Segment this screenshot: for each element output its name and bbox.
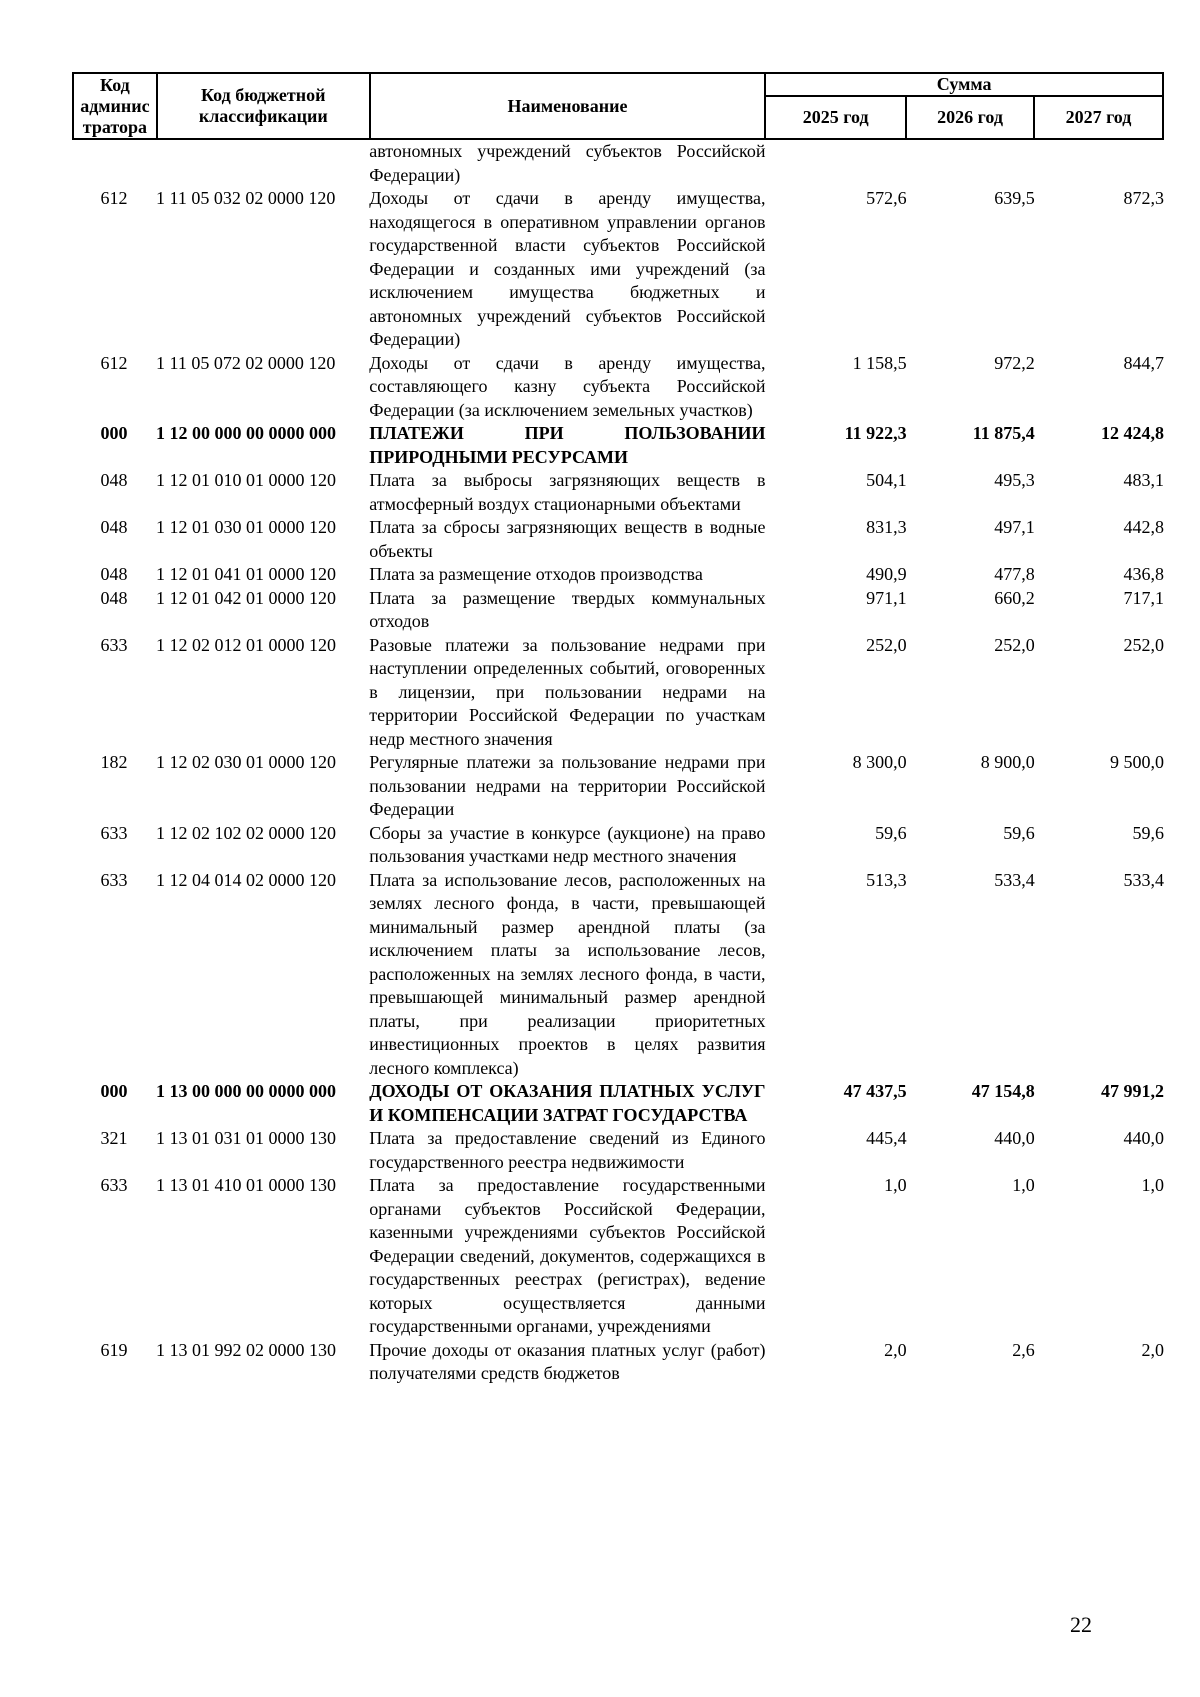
kbk-cell: 1 12 02 012 01 0000 120 — [156, 634, 336, 655]
table-row — [72, 869, 1164, 1081]
admin-code-cell: 612 — [100, 188, 128, 208]
amount-2027-cell: 1,0 — [1141, 1175, 1164, 1195]
amount-2025-cell: 47 437,5 — [843, 1081, 907, 1101]
amount-2027-cell: 2,0 — [1141, 1339, 1164, 1360]
admin-code-cell: 612 — [100, 352, 128, 373]
admin-code-cell: 633 — [100, 869, 128, 890]
table-row — [72, 140, 1164, 187]
header-sum: Сумма — [765, 73, 1163, 96]
amount-2026-cell: 47 154,8 — [971, 1081, 1035, 1101]
kbk-cell: 1 12 02 030 01 0000 120 — [156, 752, 336, 772]
amount-2025-cell: 8 300,0 — [852, 752, 907, 772]
amount-2026-cell — [907, 140, 1035, 187]
admin-code-cell — [72, 140, 156, 187]
amount-2026-cell: 533,4 — [994, 869, 1035, 890]
table-row — [72, 1127, 1164, 1174]
amount-2026-cell: 59,6 — [1003, 822, 1035, 843]
amount-2027-cell: 436,8 — [1123, 564, 1164, 584]
header-name: Наименование — [370, 73, 766, 139]
amount-2026-cell: 252,0 — [994, 634, 1035, 655]
amount-2025-cell: 11 922,3 — [844, 423, 907, 443]
table-row — [72, 469, 1164, 516]
amount-2027-cell: 442,8 — [1123, 517, 1164, 537]
amount-2025-cell: 1 158,5 — [852, 352, 907, 373]
kbk-cell: 1 12 01 041 01 0000 120 — [156, 564, 336, 584]
name-cell: ДОХОДЫ ОТ ОКАЗАНИЯ ПЛАТНЫХ УСЛУГ И КОМПЕНСАЦИИ ЗАТРАТ ГОСУДАРСТВА — [369, 1081, 766, 1125]
amount-2025-cell: 572,6 — [866, 188, 907, 208]
amount-2025-cell: 971,1 — [866, 587, 907, 608]
header-year-2026: 2026 год — [906, 96, 1034, 139]
table-row — [72, 516, 1164, 563]
table-row — [72, 563, 1164, 587]
amount-2026-cell: 8 900,0 — [980, 752, 1035, 772]
admin-code-cell: 000 — [100, 423, 128, 443]
table-header — [72, 72, 1164, 140]
header-year-2027: 2027 год — [1034, 96, 1163, 139]
admin-code-cell: 182 — [100, 752, 128, 772]
amount-2027-cell: 872,3 — [1123, 188, 1164, 208]
kbk-cell: 1 12 01 010 01 0000 120 — [156, 470, 336, 490]
amount-2027-cell: 844,7 — [1123, 352, 1164, 373]
name-cell: Плата за использование лесов, расположенных на землях лесного фонда, в части, превышающей минимальный размер арендной платы (за исключением платы за использование лесов, расположенных на землях лесного фонда, в части, превышающей минимальный размер арендной платы, при реализации приоритетных инвестиционных проектов в целях развития лесного комплекса) — [369, 869, 766, 1078]
admin-code-cell: 619 — [100, 1339, 128, 1360]
admin-code-cell: 048 — [100, 564, 128, 584]
kbk-cell: 1 11 05 072 02 0000 120 — [156, 352, 336, 373]
name-cell: Плата за предоставление государственными органами субъектов Российской Федерации, казенными учреждениями субъектов Российской Федерации сведений, документов, содержащихся в государственных реестрах (регистрах), ведение которых осуществляется данными государственными органами, учреждениями — [369, 1175, 766, 1336]
table-row — [72, 822, 1164, 869]
kbk-cell: 1 11 05 032 02 0000 120 — [156, 188, 336, 208]
amount-2025-cell: 252,0 — [866, 634, 907, 655]
name-cell: ПЛАТЕЖИ ПРИ ПОЛЬЗОВАНИИ ПРИРОДНЫМИ РЕСУРСАМИ — [369, 423, 766, 467]
admin-code-cell: 633 — [100, 634, 128, 655]
name-cell: Плата за размещение твердых коммунальных отходов — [369, 587, 766, 631]
table-row — [72, 751, 1164, 822]
amount-2025-cell — [766, 140, 907, 187]
kbk-cell: 1 13 00 000 00 0000 000 — [156, 1081, 336, 1101]
amount-2026-cell: 972,2 — [994, 352, 1035, 373]
amount-2026-cell: 660,2 — [994, 587, 1035, 608]
kbk-cell: 1 13 01 031 01 0000 130 — [156, 1128, 336, 1148]
admin-code-cell: 321 — [100, 1128, 128, 1148]
amount-2026-cell: 477,8 — [994, 564, 1035, 584]
kbk-cell: 1 12 01 042 01 0000 120 — [156, 587, 336, 608]
table-row — [72, 1080, 1164, 1127]
amount-2026-cell: 11 875,4 — [972, 423, 1035, 443]
kbk-cell: 1 12 00 000 00 0000 000 — [156, 423, 336, 443]
amount-2027-cell — [1035, 140, 1164, 187]
admin-code-cell: 048 — [100, 470, 128, 490]
amount-2027-cell: 9 500,0 — [1110, 752, 1164, 772]
table-row — [72, 187, 1164, 352]
name-cell: Доходы от сдачи в аренду имущества, составляющего казну субъекта Российской Федерации (за исключением земельных участков) — [369, 352, 766, 420]
amount-2025-cell: 513,3 — [866, 869, 907, 890]
admin-code-cell: 633 — [100, 1175, 128, 1195]
amount-2027-cell: 717,1 — [1123, 587, 1164, 608]
amount-2026-cell: 1,0 — [1012, 1175, 1035, 1195]
name-cell: Сборы за участие в конкурсе (аукционе) на право пользования участками недр местного значения — [369, 822, 766, 866]
name-cell: Плата за размещение отходов производства — [369, 564, 703, 584]
amount-2026-cell: 639,5 — [994, 188, 1035, 208]
kbk-cell: 1 12 02 102 02 0000 120 — [156, 822, 336, 843]
name-cell: Регулярные платежи за пользование недрами при пользовании недрами на территории Российской Федерации — [369, 752, 766, 819]
name-cell: автономных учреждений субъектов Российской Федерации) — [369, 141, 766, 185]
amount-2027-cell: 12 424,8 — [1101, 423, 1164, 443]
amount-2026-cell: 497,1 — [994, 517, 1035, 537]
amount-2026-cell: 495,3 — [994, 470, 1035, 490]
table-row — [72, 422, 1164, 469]
kbk-cell: 1 12 04 014 02 0000 120 — [156, 869, 336, 890]
header-admin-code: Код админис тратора — [73, 73, 157, 139]
amount-2026-cell: 440,0 — [994, 1128, 1035, 1148]
amount-2025-cell: 445,4 — [866, 1128, 907, 1148]
admin-code-cell: 048 — [100, 517, 128, 537]
kbk-cell: 1 13 01 992 02 0000 130 — [156, 1339, 336, 1360]
document-page — [72, 72, 1164, 1386]
amount-2027-cell: 59,6 — [1132, 822, 1164, 843]
amount-2025-cell: 59,6 — [875, 822, 907, 843]
name-cell: Плата за выбросы загрязняющих веществ в атмосферный воздух стационарными объектами — [369, 470, 766, 514]
amount-2027-cell: 47 991,2 — [1101, 1081, 1164, 1101]
kbk-cell: 1 12 01 030 01 0000 120 — [156, 517, 336, 537]
amount-2027-cell: 440,0 — [1123, 1128, 1164, 1148]
name-cell: Разовые платежи за пользование недрами при наступлении определенных событий, оговоренных в лицензии, при пользовании недрами на территории Российской Федерации по участкам недр местного значения — [369, 634, 766, 749]
amount-2025-cell: 1,0 — [884, 1175, 907, 1195]
admin-code-cell: 000 — [100, 1081, 128, 1101]
page-number: 22 — [1070, 1612, 1092, 1637]
kbk-cell — [156, 140, 369, 187]
header-year-2025: 2025 год — [765, 96, 906, 139]
table-row — [72, 587, 1164, 634]
kbk-cell: 1 13 01 410 01 0000 130 — [156, 1175, 336, 1195]
amount-2026-cell: 2,6 — [1012, 1339, 1035, 1360]
name-cell: Плата за предоставление сведений из Единого государственного реестра недвижимости — [369, 1128, 766, 1172]
table-row — [72, 634, 1164, 752]
amount-2025-cell: 2,0 — [884, 1339, 907, 1360]
name-cell: Плата за сбросы загрязняющих веществ в водные объекты — [369, 517, 766, 561]
table-body — [72, 140, 1164, 1386]
amount-2027-cell: 252,0 — [1123, 634, 1164, 655]
revenue-table — [72, 140, 1164, 1386]
header-kbk: Код бюджетной классификации — [157, 73, 370, 139]
amount-2027-cell: 483,1 — [1123, 470, 1164, 490]
admin-code-cell: 048 — [100, 587, 128, 608]
amount-2025-cell: 504,1 — [866, 470, 907, 490]
table-row — [72, 352, 1164, 423]
name-cell: Прочие доходы от оказания платных услуг (работ) получателями средств бюджетов — [369, 1339, 766, 1383]
admin-code-cell: 633 — [100, 822, 128, 843]
amount-2025-cell: 831,3 — [866, 517, 907, 537]
table-row — [72, 1174, 1164, 1339]
table-row — [72, 1339, 1164, 1386]
amount-2025-cell: 490,9 — [866, 564, 907, 584]
name-cell: Доходы от сдачи в аренду имущества, находящегося в оперативном управлении органов государственной власти субъектов Российской Федерации и созданных ими учреждений (за исключением имущества бюджетных и автономных учреждений субъектов Российской Федерации) — [369, 188, 766, 349]
amount-2027-cell: 533,4 — [1123, 869, 1164, 890]
